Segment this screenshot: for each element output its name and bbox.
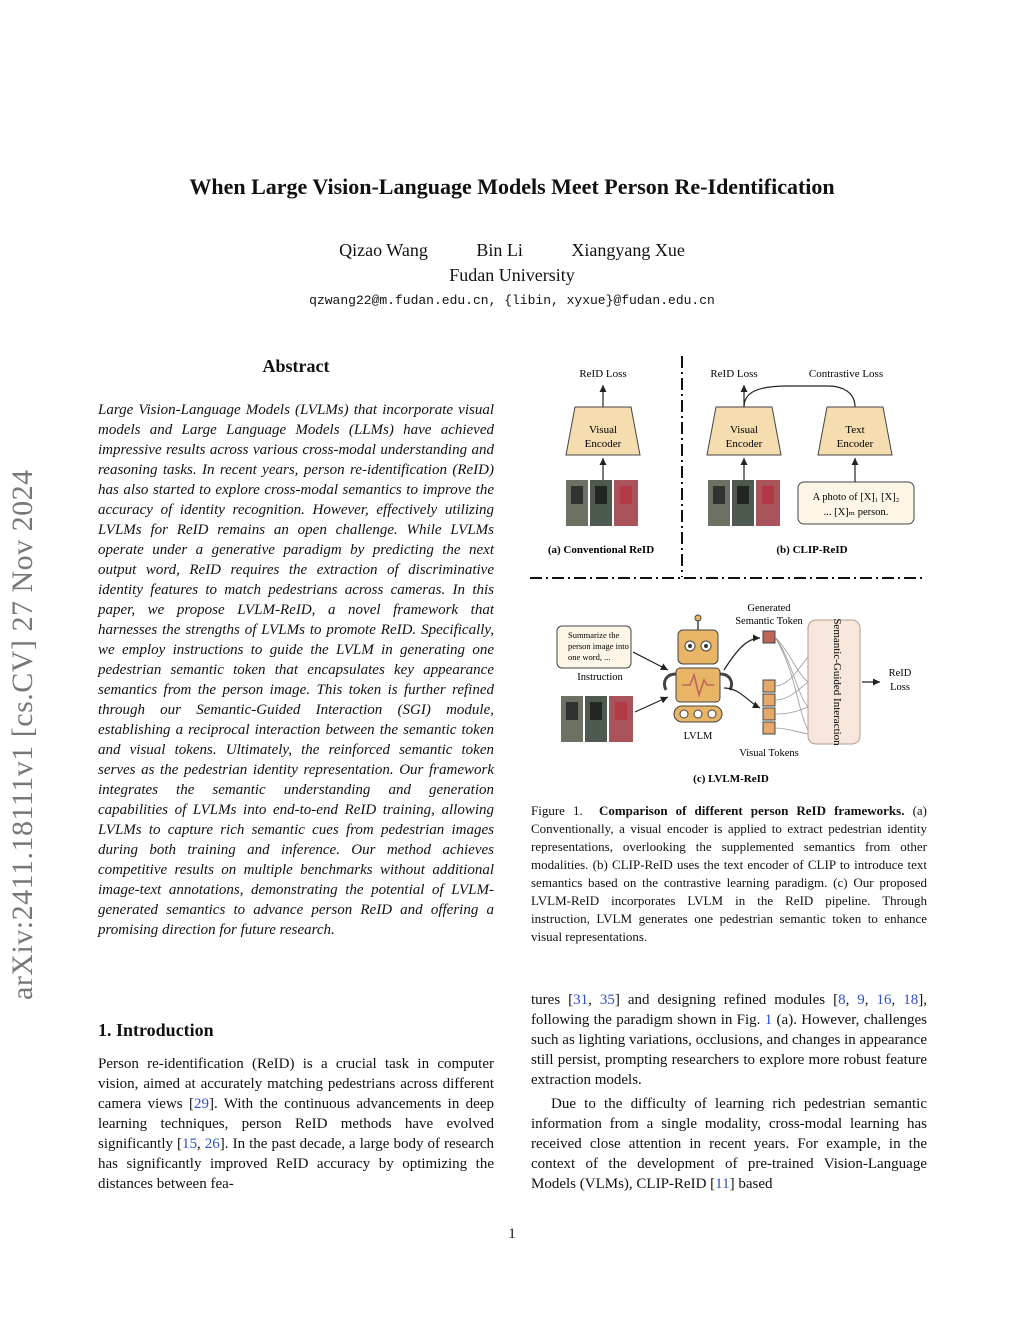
instruction-text: Summarize the	[568, 630, 620, 640]
pedestrian-images	[566, 480, 638, 526]
author-email: qzwang22@m.fudan.edu.cn, {libin, xyxue}@fudan.edu.cn	[309, 293, 715, 308]
text-encoder-label: Text	[845, 424, 865, 436]
generated-token-label: Generated	[747, 603, 791, 614]
pedestrian-images	[708, 480, 780, 526]
intro-paragraph-1: Person re-identification (ReID) is a crucial task in computer vision, aimed at accurately matching pedestrians across different camera views [29]. With the continuous advancements in deep learning techniques, person ReID methods have evolved significantly [15, 26]. In the past decade, a large body of research has significantly improved ReID accuracy by optimizing the distances between fea-	[98, 1056, 494, 1192]
visual-token	[763, 680, 775, 692]
figure-link[interactable]: 1	[764, 1012, 773, 1028]
interaction-lines	[775, 637, 808, 734]
visual-encoder-label: Visual	[588, 424, 618, 436]
author-list	[0, 240, 1024, 261]
visual-token	[763, 694, 775, 706]
visual-encoder-label: Encoder	[725, 438, 763, 450]
affiliation: Fudan University	[449, 265, 575, 285]
visual-token	[763, 708, 775, 720]
citation-link[interactable]: 16	[876, 992, 892, 1008]
figure-caption: Figure 1. Comparison of different person ReID frameworks. (a) Conventionally, a visual encoder is applied to extract pedestrian identity representations, overlooking the supplemented semantics from other modalities. (b) CLIP-ReID uses the text encoder of CLIP to introduce text semantics based on the contrastive learning paradigm. (c) Our proposed LVLM-ReID incorporates LVLM in the ReID pipeline. Through instruction, LVLM generates one pedestrian semantic token to enhance visual representations.	[531, 803, 927, 944]
section-heading: 1. Introduction	[98, 1020, 214, 1040]
author-name: Xiangyang Xue	[571, 240, 685, 260]
panel-b-label: (b) CLIP-ReID	[776, 544, 848, 556]
citation-link[interactable]: 11	[715, 1176, 730, 1192]
pedestrian-images	[561, 696, 633, 742]
generated-token-label: Semantic Token	[735, 616, 803, 627]
lvlm-robot-icon	[664, 615, 731, 722]
arxiv-identifier: arXiv:2411.18111v1 [cs.CV] 27 Nov 2024	[6, 469, 39, 1000]
reid-loss-label: Loss	[890, 682, 910, 693]
text-prompt-line: A photo of [X]₁ [X]₂	[812, 492, 900, 503]
lvlm-label: LVLM	[683, 731, 713, 742]
abstract-heading: Abstract	[262, 356, 330, 376]
visual-encoder-label: Encoder	[584, 438, 622, 450]
right-column-text	[531, 990, 927, 1198]
paper-title: When Large Vision-Language Models Meet Person Re-Identification	[189, 174, 835, 199]
visual-tokens-label: Visual Tokens	[739, 748, 799, 759]
visual-token	[763, 722, 775, 734]
reid-loss-label: ReID	[888, 668, 912, 679]
citation-link[interactable]: 35	[599, 992, 615, 1008]
citation-link[interactable]: 8	[838, 992, 846, 1008]
citation-link[interactable]: 29	[193, 1096, 209, 1112]
sgi-label: Semantic-Guided Interaction	[831, 618, 843, 746]
intro-paragraph-1-cont: tures [31, 35] and designing refined modules [8, 9, 16, 18], following the paradigm shown in Fig. 1 (a). However, challenges such as lighting variations, occlusions, and changes in appearance still persist, prompting researchers to explore more robust feature extraction models.	[531, 992, 928, 1088]
instruction-label: Instruction	[577, 672, 623, 683]
intro-paragraph-2: Due to the difficulty of learning rich pedestrian semantic information from a single modality, cross-modal learning has received close attention in recent years. For example, in the context of the development of pre-trained Vision-Language Models (VLMs), CLIP-ReID [11] based	[531, 1096, 927, 1192]
text-prompt-line: ... [X]ₘ person.	[823, 507, 889, 518]
instruction-text: one word, ...	[568, 652, 611, 662]
reid-loss-label: ReID Loss	[579, 368, 627, 380]
panel-c-label: (c) LVLM-ReID	[693, 773, 769, 785]
text-encoder-label: Encoder	[836, 438, 874, 450]
instruction-text: person image into	[568, 641, 629, 651]
figure-1-diagram	[528, 352, 928, 792]
citation-link[interactable]: 31	[573, 992, 589, 1008]
citation-link[interactable]: 18	[903, 992, 919, 1008]
visual-encoder-label: Visual	[729, 424, 759, 436]
author-name: Qizao Wang	[339, 240, 428, 260]
citation-link[interactable]: 26	[204, 1136, 220, 1152]
author-name: Bin Li	[476, 240, 523, 260]
panel-a-label: (a) Conventional ReID	[547, 544, 655, 556]
reid-loss-label: ReID Loss	[710, 368, 758, 380]
contrastive-loss-label: Contrastive Loss	[808, 368, 884, 380]
page-number: 1	[508, 1226, 516, 1242]
semantic-token	[763, 631, 775, 643]
abstract-text: Large Vision-Language Models (LVLMs) that incorporate visual models and Large Language Models (LLMs) have achieved impressive results across various cross-modal understanding and reasoning tasks. In recent years, person re-identification (ReID) has also started to explore cross-modal semantics to improve the accuracy of identity recognition. However, effectively utilizing LVLMs for ReID remains an open challenge. While LVLMs operate under a generative paradigm by predicting the next output word, ReID requires the extraction of discriminative identity features to match pedestrians across cameras. In this paper, we propose LVLM-ReID, a novel framework that harnesses the strengths of LVLMs to promote ReID. Specifically, we employ instructions to guide the LVLM in generating one pedestrian semantic token that encapsulates key appearance semantics from the person image. This token is further refined through our Semantic-Guided Interaction (SGI) module, establishing a reciprocal interaction between the semantic token and visual tokens. Ultimately, the reinforced semantic token serves as the pedestrian identity representation. Our framework integrates the semantic understanding and generation capabilities of LVLMs into end-to-end ReID training, allowing LVLMs to capture rich semantic cues from pedestrian images during both training and inference. Our method achieves competitive results on multiple benchmarks without additional image-text annotations, demonstrating the potential of LVLM-generated semantics to advance person ReID and offering a promising direction for future research.	[98, 402, 494, 938]
citation-link[interactable]: 15	[182, 1136, 198, 1152]
citation-link[interactable]: 9	[857, 992, 865, 1008]
